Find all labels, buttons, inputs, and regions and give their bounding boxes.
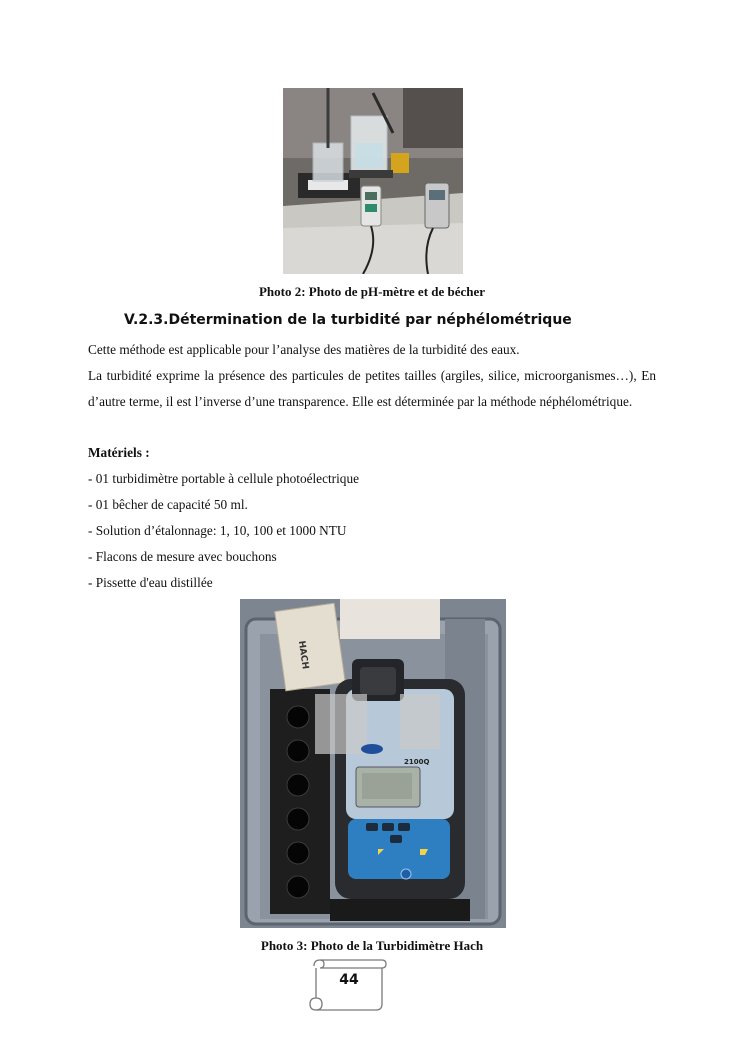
material-item: - 01 turbidimètre portable à cellule photoélectrique (88, 471, 360, 486)
material-item: - Pissette d'eau distillée (88, 575, 213, 590)
photo2-caption: Photo 2: Photo de pH-mètre et de bécher (258, 284, 486, 299)
photo3-caption: Photo 3: Photo de la Turbidimètre Hach (260, 938, 484, 953)
material-item: - 01 bêcher de capacité 50 ml. (88, 497, 248, 512)
box-brand-label: HACH (295, 640, 310, 670)
page-number: 44 (339, 972, 359, 988)
paragraph-intro: Cette méthode est applicable pour l’analyse des matières de la turbidité des eaux. (88, 342, 520, 357)
paragraph-turbidity: La turbidité exprime la présence des particules de petites tailles (argiles, silice, microorganismes…), En d’autre terme, il est l’inverse d’une transparence. Elle est déterminée par la méthode néphélométrique. (88, 368, 656, 409)
device-model-label: 2100Q (404, 758, 430, 766)
materials-title: Matériels : (88, 445, 150, 460)
photo-ph-meter (283, 88, 463, 274)
material-item: - Flacons de mesure avec bouchons (88, 549, 277, 564)
section-heading: V.2.3.Détermination de la turbidité par néphélométrique (124, 312, 572, 328)
photo-turbidimeter (240, 599, 506, 928)
material-item: - Solution d’étalonnage: 1, 10, 100 et 1000 NTU (88, 523, 347, 538)
